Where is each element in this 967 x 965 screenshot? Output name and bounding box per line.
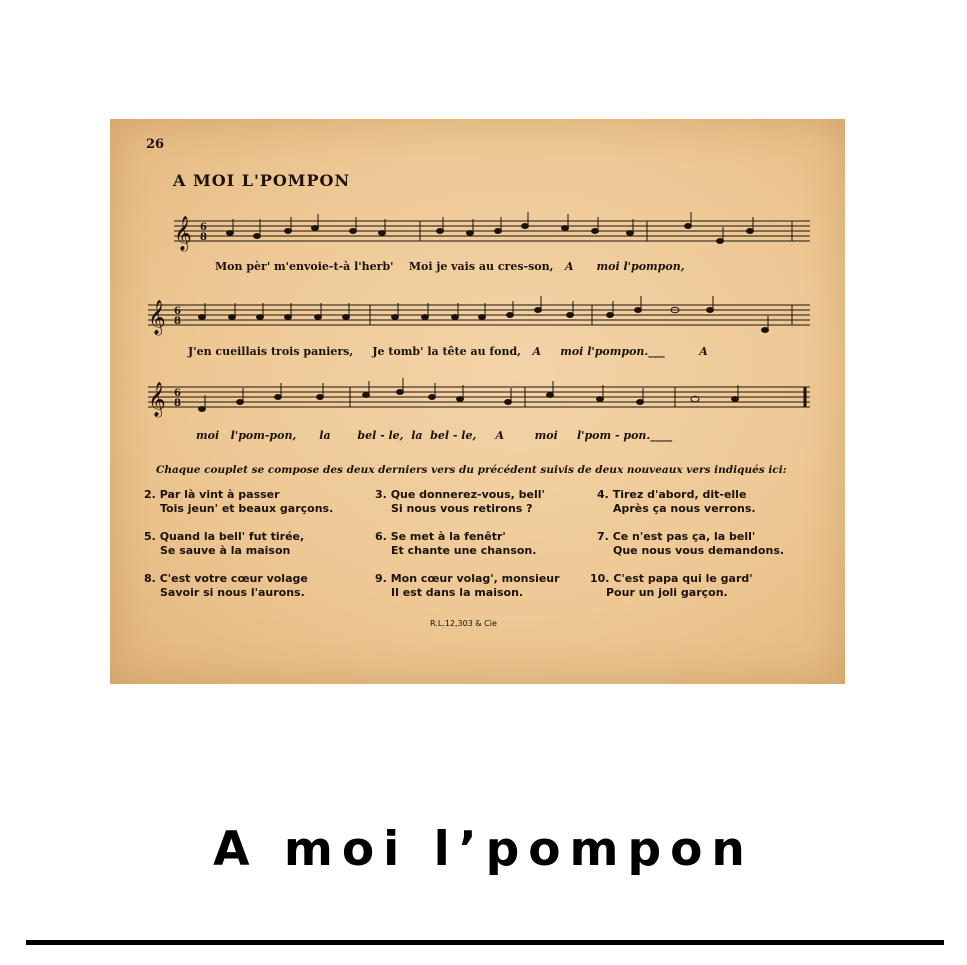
verse-4: 4. Tirez d'abord, dit-elle Après ça nous verrons. — [597, 488, 756, 515]
svg-text:6: 6 — [174, 306, 181, 317]
svg-text:6: 6 — [200, 222, 207, 233]
song-title: A MOI L'POMPON — [173, 171, 351, 190]
svg-text:6: 6 — [174, 388, 181, 399]
staff-3 — [148, 387, 810, 407]
page-number: 26 — [146, 137, 165, 152]
bottom-rule — [26, 940, 944, 945]
svg-text:8: 8 — [174, 398, 181, 409]
sheet-music-page — [110, 119, 845, 684]
music-staves — [110, 119, 845, 459]
svg-text:𝄞: 𝄞 — [148, 300, 166, 335]
svg-text:𝄞: 𝄞 — [148, 382, 166, 417]
verse-6: 6. Se met à la fenêtr' Et chante une chanson. — [375, 530, 537, 557]
lyrics-line-2: J'en cueillais trois paniers, Je tomb' la tête au fond, A moi l'pompon.___ A — [188, 345, 708, 358]
lyrics-line-3: moi l'pom-pon, la bel - le, la bel - le, A moi l'pom - pon.____ — [196, 429, 673, 442]
verse-8: 8. C'est votre cœur volage Savoir si nous l'aurons. — [144, 572, 308, 599]
svg-text:8: 8 — [174, 316, 181, 327]
verse-5: 5. Quand la bell' fut tirée, Se sauve à la maison — [144, 530, 305, 557]
verse-7: 7. Ce n'est pas ça, la bell' Que nous vous demandons. — [597, 530, 785, 557]
notes-staff-3 — [199, 378, 739, 412]
caption-title: A moi l’pompon — [213, 822, 754, 877]
staff-1 — [174, 221, 810, 241]
publisher-code: R.L.12,303 & Cie — [430, 619, 497, 628]
verse-9: 9. Mon cœur volag', monsieur Il est dans la maison. — [375, 572, 560, 599]
svg-text:𝄞: 𝄞 — [174, 216, 192, 251]
verse-2: 2. Par là vint à passer Tois jeun' et beaux garçons. — [144, 488, 334, 515]
verse-3: 3. Que donnerez-vous, bell' Si nous vous retirons ? — [375, 488, 545, 515]
verse-instruction: Chaque couplet se compose des deux derniers vers du précédent suivis de deux nouveaux vers indiqués ici: — [156, 464, 787, 476]
verse-10: 10. C'est papa qui le gard' Pour un joli garçon. — [590, 572, 753, 599]
svg-text:8: 8 — [200, 232, 207, 243]
notes-staff-2 — [199, 296, 769, 333]
notes-staff-1 — [227, 212, 754, 244]
lyrics-line-1: Mon pèr' m'envoie-t-à l'herb' Moi je vais au cres-son, A moi l'pompon, — [215, 260, 685, 273]
